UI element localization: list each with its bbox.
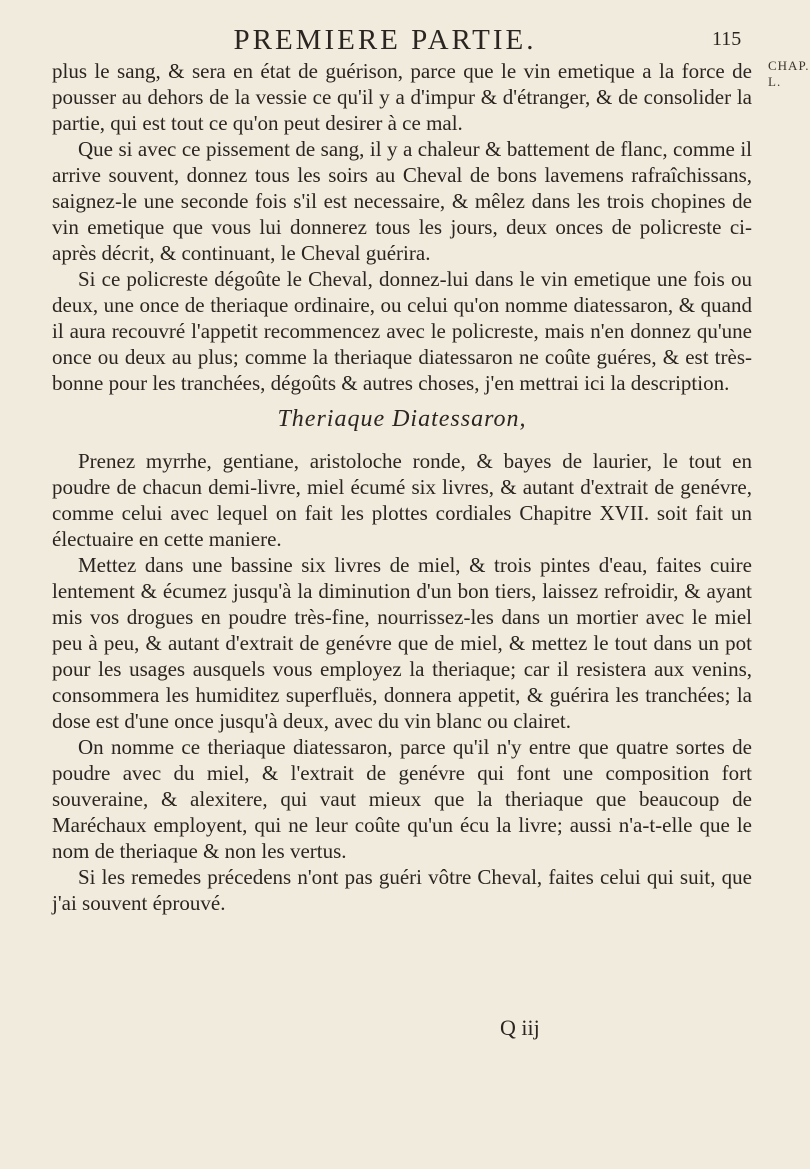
body-text	[52, 58, 752, 916]
margin-note-number: L.	[768, 74, 782, 89]
paragraph-6: On nomme ce theriaque diatessaron, parce qu'il n'y entre que quatre sortes de poudre avec du miel, & l'extrait de genévre qui font une composition fort souveraine, & alexitere, qui vaut mieux que la theriaque que beaucoup de Maréchaux employent, qui ne leur coûte qu'un écu la livre; aussi n'a-t-elle que le nom de theriaque & non les vertus.	[52, 735, 752, 863]
paragraph-7: Si les remedes précedens n'ont pas guéri vôtre Cheval, faites celui qui suit, que j'ai souvent éprouvé.	[52, 865, 752, 915]
running-title: PREMIERE PARTIE.	[233, 24, 537, 56]
paragraph-1: plus le sang, & sera en état de guérison, parce que le vin emetique a la force de pousser au dehors de la vessie ce qu'il y a d'impur & d'étranger, & de consolider la partie, qui est tout ce qu'on peut desirer à ce mal.	[52, 59, 752, 135]
paragraph-5: Mettez dans une bassine six livres de miel, & trois pintes d'eau, faites cuire lentement & écumez jusqu'à la diminution d'un bon tiers, laissez refroidir, & ayant mis vos drogues en poudre très-fine, nourrissez-les dans un mortier avec le miel peu à peu, & autant d'extrait de genévre que de miel, & mettez le tout dans un pot pour les usages ausquels vous employez la theriaque; car il resistera aux venins, consommera les humiditez superfluës, donnera appetit, & guérira les tranchées; la dose est d'une once jusqu'à deux, avec du vin blanc ou clairet.	[52, 553, 752, 733]
paragraph-2: Que si avec ce pissement de sang, il y a chaleur & battement de flanc, comme il arrive souvent, donnez tous les soirs au Cheval de bons lavemens rafraîchissans, saignez-le une seconde fois s'il est necessaire, & mêlez dans les trois chopines de vin emetique que vous lui donnerez tous les jours, deux onces de policreste ci-après décrit, & continuant, le Cheval guérira.	[52, 137, 752, 265]
margin-note-chapter: CHAP.	[768, 58, 810, 73]
page-number: 115	[712, 28, 742, 50]
signature-mark: Q iij	[500, 1015, 540, 1040]
section-heading: Theriaque Diatessaron,	[277, 406, 527, 432]
paragraph-4: Prenez myrrhe, gentiane, aristoloche ronde, & bayes de laurier, le tout en poudre de chacun demi-livre, miel écumé six livres, & autant d'extrait de genévre, comme celui avec lequel on fait les plottes cordiales Chapitre XVII. soit fait un électuaire en cette maniere.	[52, 449, 752, 551]
margin-note	[768, 58, 810, 90]
paragraph-3: Si ce policreste dégoûte le Cheval, donnez-lui dans le vin emetique une fois ou deux, une once de theriaque ordinaire, ou celui qu'on nomme diatessaron, & quand il aura recouvré l'appetit recommencez avec le policreste, mais n'en donnez qu'une once ou deux au plus; comme la theriaque diatessaron ne coûte guéres, & est très-bonne pour les tranchées, dégoûts & autres choses, j'en mettrai ici la description.	[52, 267, 752, 395]
